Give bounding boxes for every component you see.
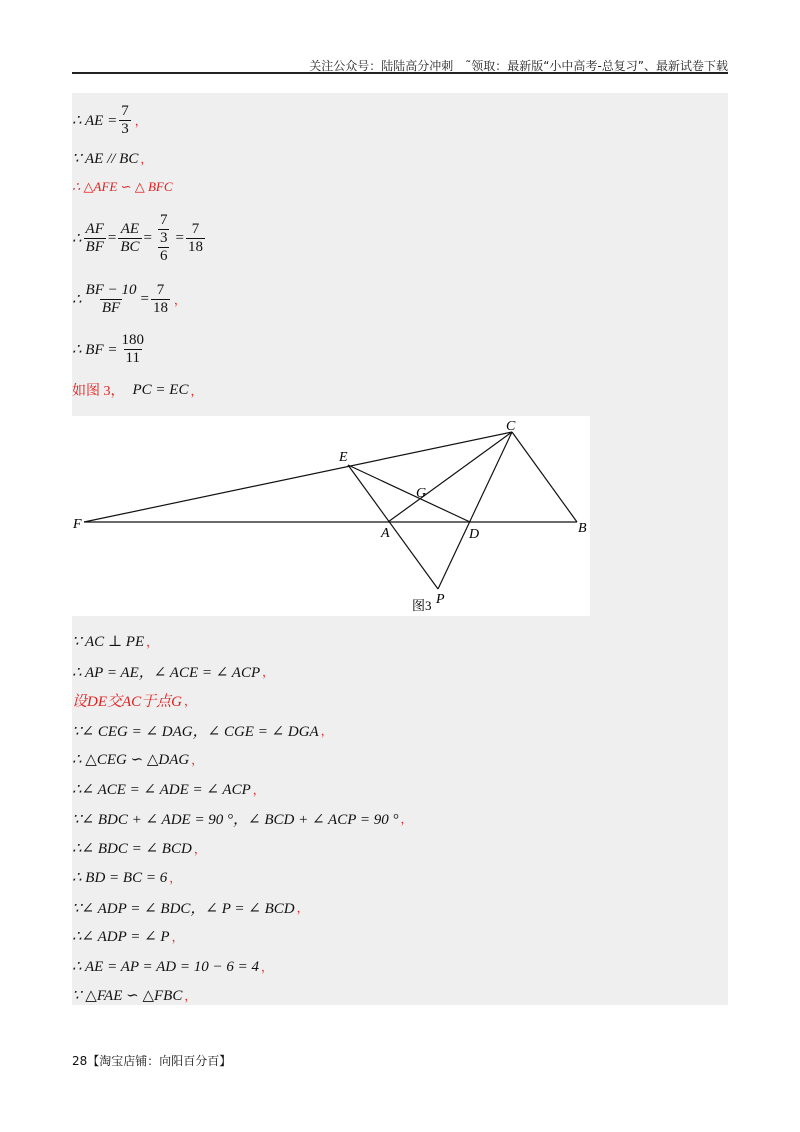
line-sum-90	[72, 806, 413, 830]
equals: =	[143, 229, 152, 246]
segment-fc	[84, 432, 512, 522]
comma: ，	[296, 900, 309, 915]
line-adp-p	[72, 924, 184, 948]
segment-cp	[438, 432, 512, 589]
point-label-g: G	[416, 486, 427, 501]
line-text: ∴ △AFE ∽ △ BFC	[72, 179, 173, 194]
equals: =	[175, 229, 184, 246]
line-text: PC = EC	[132, 381, 189, 398]
line-ace-ade-acp	[72, 777, 265, 801]
inner-fraction	[158, 212, 170, 247]
line-text: ∴	[72, 291, 82, 308]
line-bd-bc	[72, 865, 181, 889]
point-label-e: E	[339, 450, 348, 465]
point-label-d: D	[469, 527, 480, 542]
segment-ep	[348, 465, 438, 589]
line-text: ∵ AE // BC	[72, 150, 139, 167]
equals: =	[140, 290, 149, 307]
denominator: BC	[120, 238, 140, 255]
segment-ed	[348, 465, 470, 522]
fraction	[120, 332, 147, 367]
numerator: 7	[121, 102, 129, 119]
line-text-red: 如图 3，	[72, 384, 125, 399]
equals: =	[107, 229, 117, 246]
geometry-diagram	[72, 416, 590, 616]
line-text: ∴ △CEG ∽ △DAG	[72, 751, 190, 768]
line-text: ∴∠ BDC = ∠ BCD	[72, 840, 192, 857]
line-ae-value	[72, 104, 147, 136]
comma: ，	[252, 782, 265, 797]
numerator	[154, 212, 174, 247]
line-text: ∵ AC ⊥ PE	[72, 633, 145, 650]
page-footer: 28【淘宝店铺：向阳百分百】	[72, 1054, 232, 1068]
numerator: 7	[191, 220, 200, 237]
line-text: ∵∠ BDC + ∠ ADE = 90 °，∠ BCD + ∠ ACP = 90 °	[72, 811, 399, 828]
line-text: 设DE交AC于点G	[72, 693, 182, 710]
denominator: 18	[152, 299, 168, 316]
point-label-f: F	[73, 517, 82, 532]
line-ratio-chain	[72, 208, 207, 268]
line-text: ∴∠ ADP = ∠ P	[72, 928, 170, 945]
header-rule	[72, 72, 728, 74]
line-text: ∴ AE =	[72, 112, 118, 129]
line-text: ∴	[72, 230, 82, 247]
denominator: BF	[85, 238, 104, 255]
line-perpendicular	[72, 629, 158, 653]
line-bdc-bcd	[72, 836, 206, 860]
comma: ，	[190, 383, 203, 398]
numerator: 180	[121, 331, 144, 348]
line-bf-equation	[72, 281, 186, 317]
page-header: 关注公众号：陆陆高分冲刺 ˜领取：最新版“小中高考-总复习”、最新试卷下载	[309, 59, 728, 73]
numerator: AF	[85, 220, 104, 237]
denominator: 18	[187, 238, 203, 255]
fraction	[119, 103, 131, 138]
figure-caption: 图3	[412, 598, 432, 613]
line-bf-result	[72, 331, 148, 367]
line-parallel	[72, 146, 152, 170]
line-text: ∴ BD = BC = 6	[72, 869, 168, 886]
line-ap-ae	[72, 659, 274, 683]
segment-cb	[512, 432, 577, 522]
comma: ，	[320, 723, 333, 738]
comma: ，	[169, 870, 182, 885]
line-text: ∵∠ CEG = ∠ DAG，∠ CGE = ∠ DGA	[72, 723, 319, 740]
comma: ，	[193, 841, 206, 856]
comma: ，	[184, 693, 197, 708]
compound-fraction	[154, 212, 174, 265]
numerator: 7	[156, 281, 165, 298]
line-text: ∴ AE = AP = AD = 10 − 6 = 4	[72, 958, 259, 975]
line-adp-bdc	[72, 895, 309, 919]
line-ae-value-4	[72, 954, 273, 978]
point-label-b: B	[578, 521, 587, 536]
comma: ，	[140, 151, 153, 166]
comma: ，	[191, 752, 204, 767]
line-similar-fae-fbc	[72, 983, 196, 1007]
line-text: ∴∠ ACE = ∠ ADE = ∠ ACP	[72, 781, 251, 798]
line-angles-equal	[72, 718, 333, 742]
comma: ，	[260, 959, 273, 974]
denominator: BF	[101, 299, 121, 316]
comma: ，	[146, 634, 159, 649]
point-label-c: C	[506, 419, 516, 434]
comma: ，	[262, 664, 275, 679]
fraction	[84, 282, 139, 317]
numerator: AE	[120, 220, 140, 237]
fraction	[151, 282, 170, 317]
line-text: ∴ BF =	[72, 341, 118, 358]
denominator: 11	[125, 349, 140, 366]
comma: ，	[173, 292, 186, 307]
line-text: ∵∠ ADP = ∠ BDC，∠ P = ∠ BCD	[72, 900, 295, 917]
line-text: ∵ △FAE ∽ △FBC	[72, 987, 183, 1004]
fraction	[186, 221, 205, 256]
denominator: 3	[159, 229, 168, 246]
fraction	[84, 221, 106, 256]
numerator: BF − 10	[85, 281, 137, 298]
comma: ，	[184, 988, 197, 1003]
denominator: 3	[121, 120, 129, 137]
comma: ，	[400, 811, 413, 826]
comma: ，	[134, 113, 147, 128]
line-let-g	[72, 688, 196, 712]
figure-3	[72, 416, 590, 616]
point-label-p: P	[436, 592, 445, 607]
fraction	[118, 221, 141, 256]
numerator: 7	[159, 211, 168, 228]
line-figure3-intro	[72, 378, 202, 402]
line-similar-ceg-dag	[72, 747, 203, 771]
line-similar-afe-bfc	[72, 175, 173, 199]
line-text: ∴ AP = AE，∠ ACE = ∠ ACP	[72, 664, 261, 681]
comma: ，	[171, 929, 184, 944]
point-label-a: A	[381, 526, 390, 541]
denominator: 6	[159, 247, 168, 264]
